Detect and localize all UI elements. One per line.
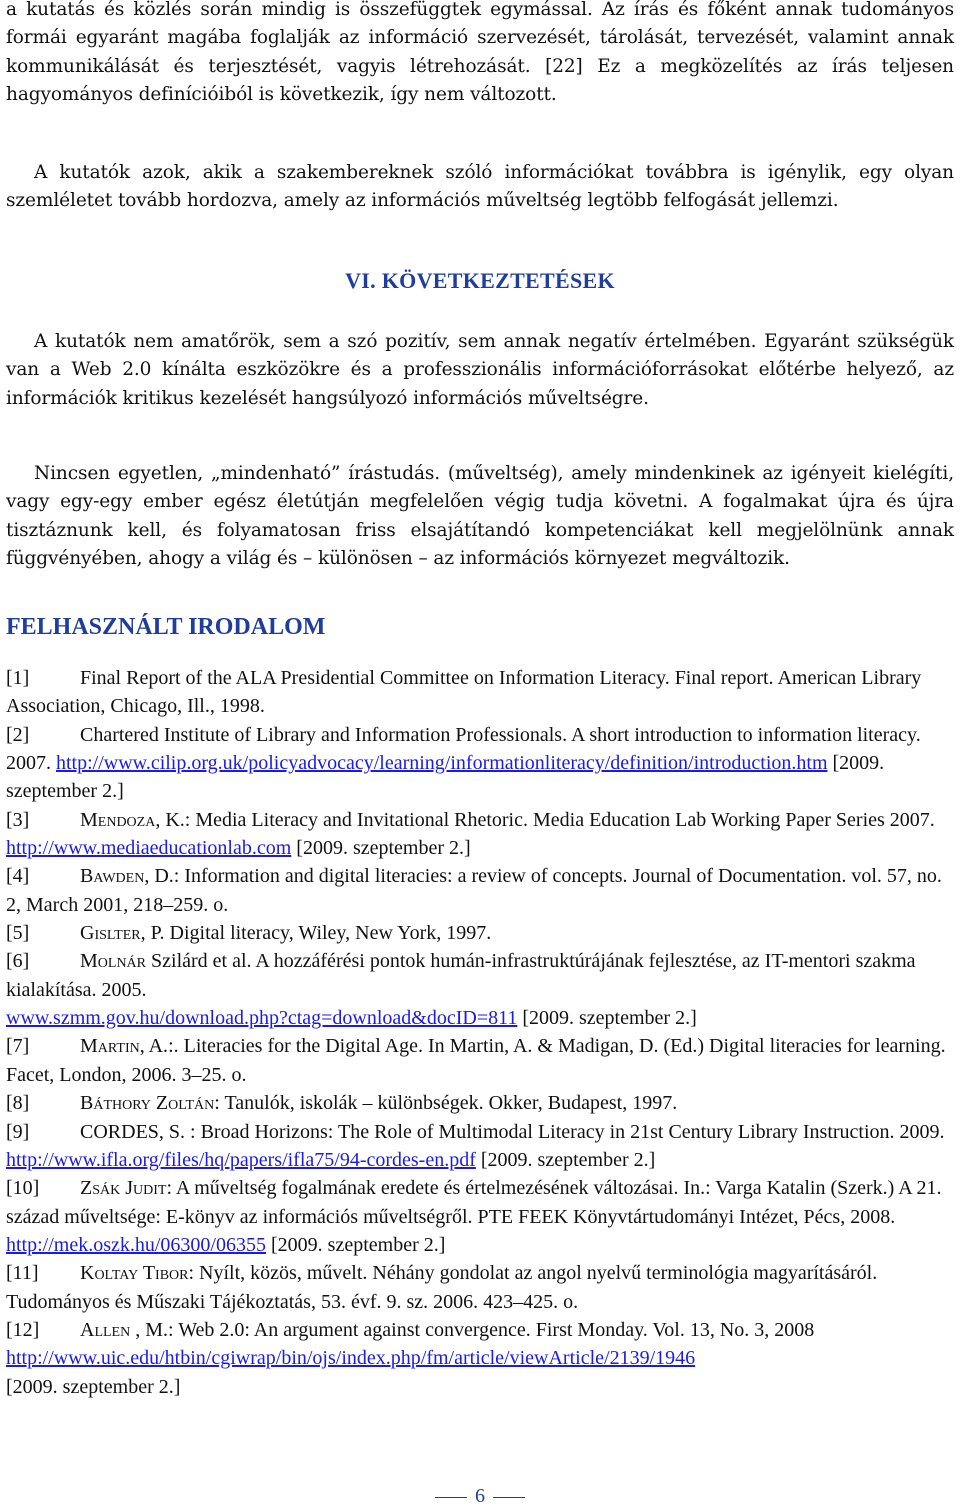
- reference-author: Bawden, D.: [80, 865, 174, 888]
- reference-number: [1]: [6, 667, 30, 689]
- reference-access-date: [2009. szeptember 2.]: [475, 1148, 656, 1171]
- reference-link[interactable]: http://www.cilip.org.uk/policyadvocacy/learning/informationliteracy/definition/introduction.htm: [56, 752, 828, 775]
- reference-text: : Media Literacy and Invitational Rhetoric. Media Education Lab Working Paper Series 2007.: [184, 808, 935, 831]
- reference-item-7: [6, 1032, 954, 1089]
- reference-access-date: [2009. szeptember 2.]: [6, 752, 885, 803]
- reference-item-1: [6, 664, 954, 721]
- section-heading-conclusions: VI. KÖVETKEZTETÉSEK: [345, 268, 615, 293]
- reference-link[interactable]: www.szmm.gov.hu/download.php?ctag=download&docID=811: [6, 1007, 518, 1030]
- reference-author: Gislter, P.: [80, 922, 165, 945]
- footer-rule-right: [493, 1497, 525, 1498]
- reference-link[interactable]: http://www.uic.edu/htbin/cgiwrap/bin/ojs/index.php/fm/article/viewArticle/2139/1946: [6, 1347, 696, 1370]
- reference-text: , M.: Web 2.0: An argument against convergence. First Monday. Vol. 13, No. 3, 2008: [130, 1318, 815, 1341]
- reference-number: [5]: [6, 922, 30, 945]
- page-footer: [0, 1485, 960, 1508]
- reference-item-4: [6, 862, 954, 919]
- reference-number: [6]: [6, 950, 30, 973]
- paragraph-2: A kutatók azok, akik a szakembereknek szóló információkat továbbra is igénylik, egy olyan szemléletet tovább hordozva, amely az információs műveltség legtöbb felfogását jellemzi.: [6, 162, 954, 212]
- reference-author: Koltay Tibor: [80, 1262, 189, 1285]
- reference-link[interactable]: http://www.mediaeducationlab.com: [6, 837, 292, 860]
- reference-access-date: [2009. szeptember 2.]: [266, 1233, 446, 1256]
- paragraph-3: A kutatók nem amatőrök, sem a szó pozitív, sem annak negatív értelmében. Egyaránt szükségük van a Web 2.0 kínálta eszközökre és a professzionális információforrásokat előtérbe helyező, az információk kritikus kezelését hangsúlyozó információs műveltségre.: [6, 331, 954, 409]
- reference-number: [9]: [6, 1120, 30, 1143]
- reference-text: Chartered Institute of Library and Information Professionals. A short introduction to information literacy. 2007.: [6, 723, 921, 775]
- footer-rule-left: [435, 1497, 467, 1498]
- reference-number: [10]: [6, 1177, 40, 1200]
- reference-number: [4]: [6, 865, 30, 888]
- reference-item-3: [6, 806, 954, 863]
- paragraph-4: Nincsen egyetlen, „mindenható” írástudás. (műveltség), amely mindenkinek az igényeit kielégíti, vagy egy-egy ember egész életútján megfelelően végig tudja követni. A fogalmakat újra és újra tisztáznunk kell, és folyamatosan friss elsajátítandó kompetenciákat kell megjelölnünk annak függvényében, ahogy a világ és – különösen – az információs környezet megváltozik.: [6, 463, 954, 570]
- reference-author: Molnár: [80, 950, 147, 973]
- reference-number: [2]: [6, 723, 30, 746]
- reference-text: : Information and digital literacies: a review of concepts. Journal of Documentation. vol. 57, no. 2, March 2001, 218–259. o.: [6, 865, 942, 916]
- reference-text: CORDES, S. : Broad Horizons: The Role of Multimodal Literacy in 21st Century Library Instruction. 2009.: [80, 1120, 945, 1143]
- reference-author: Allen: [80, 1318, 131, 1341]
- reference-number: [7]: [6, 1035, 30, 1058]
- reference-access-date: [2009. szeptember 2.]: [6, 1375, 181, 1398]
- reference-link[interactable]: http://www.ifla.org/files/hq/papers/ifla75/94-cordes-en.pdf: [6, 1148, 476, 1171]
- reference-item-5: [6, 919, 954, 947]
- reference-item-11: [6, 1259, 954, 1316]
- reference-author: Báthory Zoltán: [80, 1092, 215, 1115]
- reference-text: : A műveltség fogalmának eredete és értelmezésének változásai. In.: Varga Katalin (Szerk.) A 21. század műveltsége: E-könyv az információs műveltségről. PTE FEEK Könyvtártudományi Intézet, Pécs, 2008.: [6, 1177, 942, 1228]
- reference-text: Szilárd et al. A hozzáférési pontok humán-infrastruktúrájának fejlesztése, az IT-mentori szakma kialakítása. 2005.: [6, 950, 916, 1001]
- reference-text: : Nyílt, közös, művelt. Néhány gondolat az angol nyelvű terminológia magyarításáról. Tudományos és Műszaki Tájékoztatás, 53. évf. 9. sz. 2006. 423–425. o.: [6, 1262, 878, 1313]
- reference-text: :. Literacies for the Digital Age. In Martin, A. & Madigan, D. (Ed.) Digital literacies for learning. Facet, London, 2006. 3–25. o.: [6, 1035, 946, 1086]
- reference-access-date: [2009. szeptember 2.]: [517, 1007, 697, 1030]
- reference-link[interactable]: http://mek.oszk.hu/06300/06355: [6, 1233, 266, 1256]
- reference-item-6: [6, 947, 954, 1032]
- reference-text: : Tanulók, iskolák – különbségek. Okker, Budapest, 1997.: [214, 1092, 678, 1115]
- reference-number: [8]: [6, 1092, 30, 1115]
- reference-author: Martin, A.: [80, 1035, 169, 1058]
- reference-author: Mendoza, K.: [80, 808, 185, 831]
- reference-item-12: [6, 1316, 954, 1401]
- reference-text: Digital literacy, Wiley, New York, 1997.: [164, 922, 492, 945]
- reference-number: [11]: [6, 1262, 39, 1285]
- reference-text: Final Report of the ALA Presidential Committee on Information Literacy. Final report. American Library Association, Chicago, Ill., 1998.: [6, 667, 922, 718]
- page-number: 6: [475, 1485, 485, 1507]
- reference-number: [12]: [6, 1318, 40, 1341]
- reference-access-date: [2009. szeptember 2.]: [291, 837, 471, 860]
- paragraph-1: a kutatás és közlés során mindig is összefüggtek egymással. Az írás és főként annak tudományos formái egyaránt magába foglalják az információ szervezését, tárolását, tervezését, valamint annak kommunikálását és terjesztését, vagyis létrehozását. [22] Ez a megközelítés az írás teljesen hagyományos definícióiból is következik, így nem változott.: [6, 0, 954, 106]
- reference-item-2: [6, 721, 954, 806]
- reference-list: [6, 664, 954, 1401]
- reference-item-10: [6, 1174, 954, 1259]
- reference-item-9: [6, 1118, 954, 1175]
- reference-number: [3]: [6, 808, 30, 831]
- references-heading: FELHASZNÁLT IRODALOM: [6, 614, 326, 640]
- reference-item-8: [6, 1089, 954, 1117]
- reference-author: Zsák Judit: [80, 1177, 167, 1200]
